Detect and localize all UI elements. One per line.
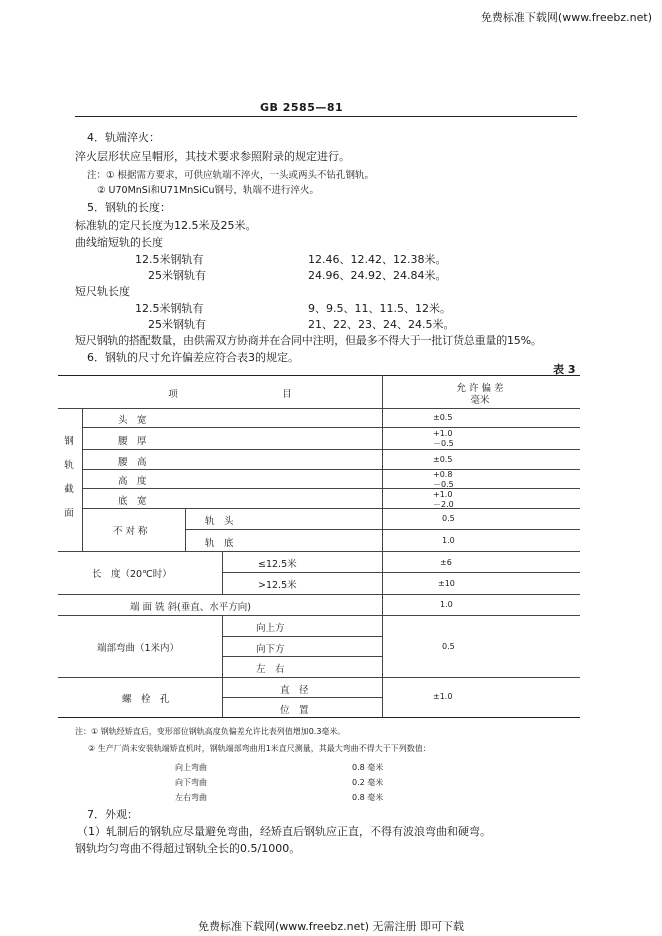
table-header-tolerance: 允 许 偏 差 [456, 383, 504, 394]
tol-end-face: 1.0 [440, 600, 453, 609]
row-length-le: ≤12.5米 [258, 559, 297, 570]
tol-height-plus: +0.8 [433, 470, 453, 479]
tol-web-thickness-minus: －0.5 [433, 439, 454, 448]
tol-asym-head: 0.5 [442, 514, 455, 523]
short-row-label: 25米钢轨有 [148, 318, 206, 331]
short-row-label: 12.5米钢轨有 [135, 302, 204, 315]
table-header-item: 项 目 [168, 389, 292, 400]
sec7-line2: 钢轨均匀弯曲不得超过钢轨全长的0.5/1000。 [75, 842, 301, 855]
row-bolt-diameter: 直 径 [280, 685, 309, 696]
short-row-value: 21、22、23、24、24.5米。 [308, 318, 455, 331]
tol-end-bend: 0.5 [442, 642, 455, 651]
tol-length-gt: ±10 [438, 579, 455, 588]
table-caption: 表 3 [553, 363, 576, 376]
row-end-bend: 端部弯曲（1米内） [97, 643, 180, 654]
tol-height-minus: －0.5 [433, 480, 454, 489]
table-note2: ② 生产厂尚未安装轨端矫直机时，钢轨端部弯曲用1米直尺测量，其最大弯曲不得大于下列数值： [88, 744, 431, 753]
sec5-curve-heading: 曲线缩短轨的长度 [75, 236, 163, 249]
sec7-heading: 7．外观： [87, 808, 138, 821]
curve-row-value: 24.96、24.92、24.84米。 [308, 269, 447, 282]
row-web-height: 腰 高 [118, 457, 147, 468]
row-bolt-position: 位 置 [280, 705, 309, 716]
short-row-value: 9、9.5、11、11.5、12米。 [308, 302, 451, 315]
tol-base-width-plus: +1.0 [433, 490, 453, 499]
group-rail-section: 钢 轨 截 面 [64, 436, 84, 519]
tol-web-height: ±0.5 [433, 455, 453, 464]
sec6-heading: 6．钢轨的尺寸允许偏差应符合表3的规定。 [87, 351, 299, 364]
row-length-gt: >12.5米 [258, 580, 297, 591]
bend-up-label: 向上弯曲 [175, 763, 207, 772]
watermark-top: 免费标准下载网(www.freebz.net) [480, 11, 652, 24]
tol-head-width: ±0.5 [433, 413, 453, 422]
header-rule [75, 116, 577, 117]
table-header-unit: 毫米 [470, 395, 490, 406]
row-end-bend-up: 向上方 [256, 623, 285, 634]
tol-base-width-minus: －2.0 [433, 500, 454, 509]
bend-lr-label: 左右弯曲 [175, 793, 207, 802]
curve-row-label: 12.5米钢轨有 [135, 253, 204, 266]
row-end-bend-down: 向下方 [256, 644, 285, 655]
sec5-heading: 5．钢轨的长度： [87, 201, 171, 214]
bend-lr-value: 0.8 毫米 [352, 793, 384, 802]
row-asym-base: 轨 底 [205, 538, 234, 549]
tol-web-thickness-plus: +1.0 [433, 429, 453, 438]
row-asym-head: 轨 头 [205, 516, 234, 527]
row-end-bend-lr: 左 右 [256, 664, 285, 675]
sec5-short-heading: 短尺轨长度 [75, 285, 130, 298]
sec5-short-note: 短尺钢轨的搭配数量，由供需双方协商并在合同中注明，但最多不得大于一批订货总重量的15%。 [75, 334, 542, 347]
row-bolt-hole: 螺 栓 孔 [122, 694, 170, 705]
row-web-thickness: 腰 厚 [118, 436, 147, 447]
sec7-line1: （1）轧制后的钢轨应尽量避免弯曲，经矫直后钢轨应正直，不得有波浪弯曲和硬弯。 [77, 825, 491, 838]
tol-bolt-hole: ±1.0 [433, 692, 453, 701]
bend-down-value: 0.2 毫米 [352, 778, 384, 787]
bend-up-value: 0.8 毫米 [352, 763, 384, 772]
sec5-standard-length: 标准轨的定尺长度为12.5米及25米。 [75, 219, 257, 232]
sec4-heading: 4．轨端淬火： [87, 131, 160, 144]
sec4-text: 淬火层形状应呈帽形，其技术要求参照附录的规定进行。 [75, 150, 350, 163]
tol-asym-base: 1.0 [442, 536, 455, 545]
curve-row-value: 12.46、12.42、12.38米。 [308, 253, 447, 266]
row-head-width: 头 宽 [118, 415, 147, 426]
sec4-note2: ② U70MnSi和U71MnSiCu钢号，轨端不进行淬火。 [97, 185, 320, 196]
table-note1: 注：① 钢轨经矫直后，变形部位钢轨高度负偏差允许比表列值增加0.3毫米。 [75, 727, 346, 736]
row-asymmetry: 不 对 称 [113, 526, 148, 537]
row-length: 长 度（20℃时） [92, 569, 172, 580]
sec4-note1: 注：① 根据需方要求，可供应轨端不淬火，一头或两头不钻孔钢轨。 [87, 170, 375, 181]
watermark-bottom: 免费标准下载网(www.freebz.net) 无需注册 即可下载 [197, 920, 465, 933]
tol-length-le: ±6 [440, 558, 452, 567]
bend-down-label: 向下弯曲 [175, 778, 207, 787]
row-height: 高 度 [118, 476, 147, 487]
row-end-face: 端 面 铣 斜(垂直、水平方向) [130, 602, 251, 613]
row-base-width: 底 宽 [118, 496, 147, 507]
curve-row-label: 25米钢轨有 [148, 269, 206, 282]
standard-number: GB 2585—81 [260, 101, 344, 114]
